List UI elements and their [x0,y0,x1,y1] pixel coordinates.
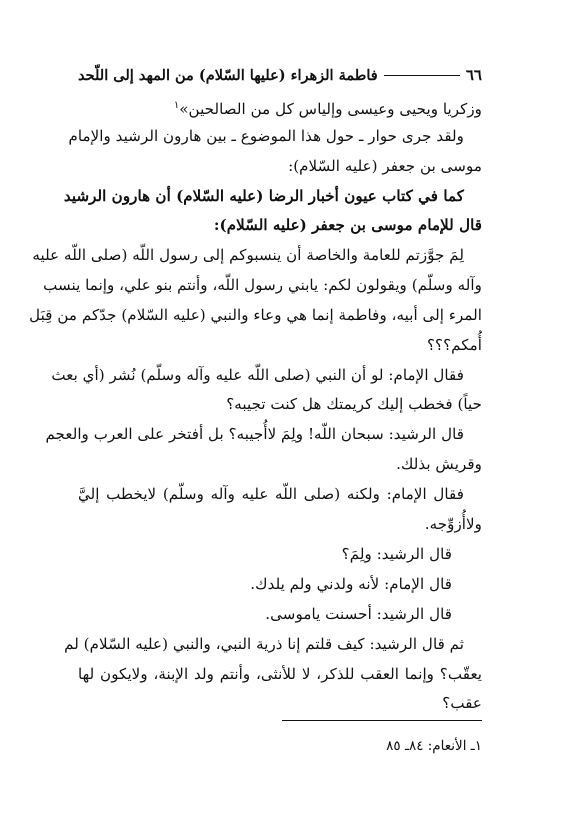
text-line: موسى بن جعفر (عليه السّلام): [288,157,482,175]
text-line: قال الرشيد: سبحان اللّه! ولِمَ لاأُجيبه؟ بل أفتخر على العرب والعجم [45,425,464,443]
header-rule [384,75,460,76]
page-number: ٦٦ [465,66,482,84]
footnote-marker: ١ [173,100,180,111]
text-line: عقب؟ [442,694,482,712]
footnote-rule [282,720,482,721]
text-line: ولقد جرى حوار ـ حول هذا الموضوع ـ بين هارون الرشيد والإمام [68,127,464,145]
text-line: أُمكم؟؟؟ [426,336,482,354]
text-line: فقال الإمام: ولكنه (صلى اللّه عليه وآله وسلّم) لايخطب إليَّ [78,485,464,503]
text-line: وزكريا ويحيى وعيسى وإلياس كل من الصالحين»$^١$ [173,100,482,119]
text-line: قال للإمام موسى بن جعفر (عليه السّلام): [213,216,482,234]
text-line: وآله وسلّم) ويقولون لكم: يابني رسول اللّه، وأنتم بنو علي، وإنما ينسب [43,276,482,294]
text-line: قال الرشيد: أحسنت ياموسى. [265,605,452,623]
text-line: قال الإمام: لأنه ولدني ولم يلدك. [250,575,452,593]
text-line: ولاأُزوِّجه. [424,515,482,533]
text-line: ثم قال الرشيد: كيف قلتم إنا ذرية النبي، والنبي (عليه السّلام) لم [64,635,464,653]
text-line: كما في كتاب عيون أخبار الرضا (عليه السّلام) أن هارون الرشيد [63,187,464,205]
page-header [78,62,482,88]
text-line: وقريش بذلك. [396,455,482,473]
text-line: المرء إلى أبيه، وفاطمة إنما هي وعاء والنبي (عليه السّلام) جدّكم من قِبَل [29,306,482,324]
footnote: ١ـ الأنعام: ٨٤ـ ٨٥ [386,738,482,754]
book-title: فاطمة الزهراء (عليها السّلام) من المهد إلى اللّحد [78,66,378,84]
text-line: يعقّب؟ وإنما العقب للذكر، لا للأنثى، وأنتم ولد الإبنة، ولايكون لها [78,665,482,683]
text-line: فقال الإمام: لو أن النبي (صلى اللّه عليه وآله وسلّم) نُشر (أي بعث [51,366,464,384]
text-line: لِمَ جوَّزتم للعامة والخاصة أن ينسبوكم إلى رسول اللّه (صلى اللّه عليه [32,246,464,264]
text-line: حياً) فخطب إليك كريمتك هل كنت تجيبه؟ [226,395,482,413]
text-line: قال الرشيد: ولِمَ؟ [341,545,452,563]
